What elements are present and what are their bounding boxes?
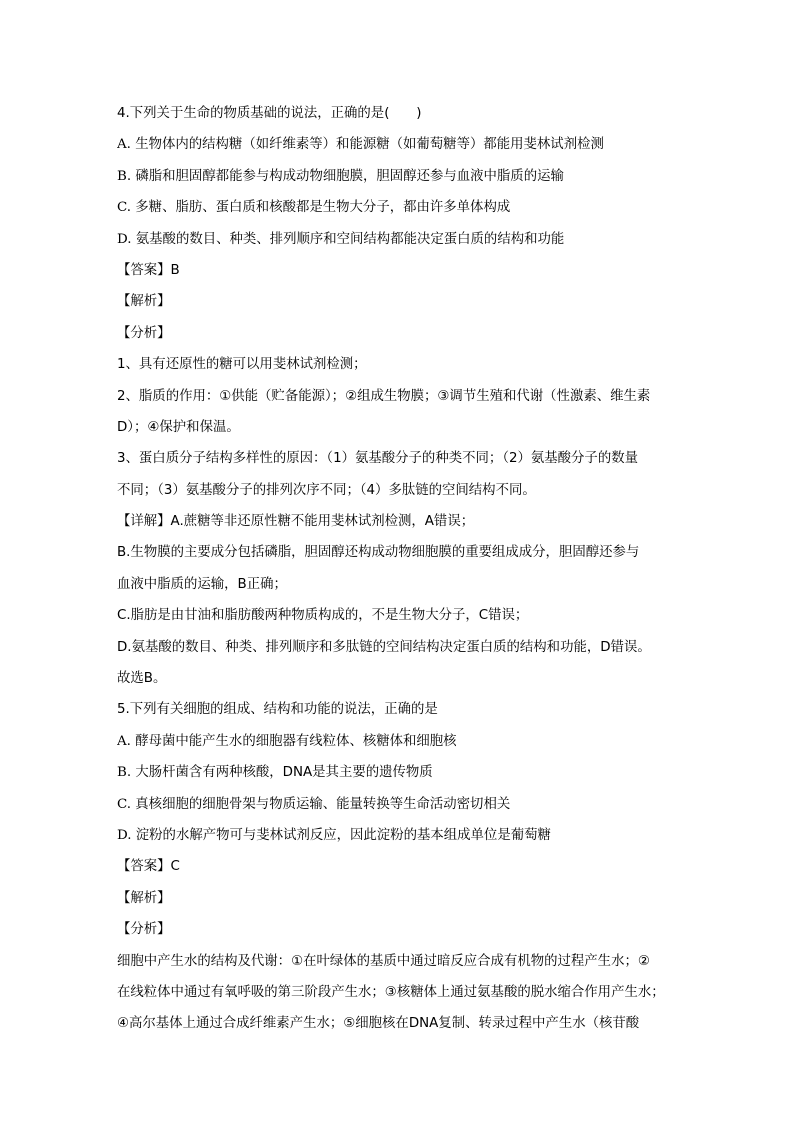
option-text: 生物体内的结构糖（如纤维素等）和能源糖（如葡萄糖等）都能用斐林试剂检测 <box>135 137 604 153</box>
q5-fenxi-heading: 【分析】 <box>117 922 171 938</box>
q4-analysis-line: 2、脂质的作用：①供能（贮备能源）；②组成生物膜；③调节生殖和代谢（性激素、维生素 <box>117 388 651 404</box>
option-key: A. <box>117 733 131 749</box>
q4-detail-line: 故选B。 <box>117 671 167 687</box>
q4-option-c <box>117 192 677 223</box>
option-key: C. <box>117 200 132 216</box>
q4-stem: 4.下列关于生命的物质基础的说法，正确的是( ) <box>117 106 422 121</box>
option-key: B. <box>117 765 132 781</box>
q5-analysis-line: ④高尔基体上通过合成纤维素产生水；⑤细胞核在DNA复制、转录过程中产生水（核苷酸 <box>117 1016 640 1032</box>
q5-jiexi-heading: 【解析】 <box>117 890 171 906</box>
option-key: C. <box>117 796 132 812</box>
q5-answer: 【答案】C <box>117 859 180 875</box>
q5-option-b <box>117 757 677 788</box>
q4-analysis-line: 3、蛋白质分子结构多样性的原因：（1）氨基酸分子的种类不同；（2）氨基酸分子的数量 <box>117 451 638 467</box>
q5-analysis-line: 细胞中产生水的结构及代谢：①在叶绿体的基质中通过暗反应合成有机物的过程产生水；② <box>117 953 650 969</box>
option-key: D. <box>117 827 132 843</box>
option-key: A. <box>117 137 131 153</box>
option-text: 大肠杆菌含有两种核酸，DNA是其主要的遗传物质 <box>135 765 433 781</box>
q5-option-a <box>117 726 677 757</box>
q4-detail-line: 【详解】A.蔗糖等非还原性糖不能用斐林试剂检测，A错误； <box>117 514 475 530</box>
q4-detail-line: 血液中脂质的运输，B正确； <box>117 576 287 592</box>
option-key: B. <box>117 168 132 184</box>
option-key: D. <box>117 231 132 247</box>
q4-analysis-line: D）；④保护和保温。 <box>117 419 240 435</box>
q5-stem: 5.下列有关细胞的组成、结构和功能的说法，正确的是 <box>117 702 438 718</box>
document-page <box>117 98 677 1040</box>
q4-option-d <box>117 224 677 255</box>
q4-jiexi-heading: 【解析】 <box>117 294 171 310</box>
option-text: 淀粉的水解产物可与斐林试剂反应，因此淀粉的基本组成单位是葡萄糖 <box>135 827 551 843</box>
option-text: 真核细胞的细胞骨架与物质运输、能量转换等生命活动密切相关 <box>135 796 511 812</box>
q4-option-a <box>117 129 677 160</box>
q4-detail-line: C.脂肪是由甘油和脂肪酸两种物质构成的，不是生物大分子，C错误； <box>117 608 529 624</box>
q4-analysis-line: 1、具有还原性的糖可以用斐林试剂检测； <box>117 357 367 373</box>
q4-fenxi-heading: 【分析】 <box>117 325 171 341</box>
option-text: 酵母菌中能产生水的细胞器有线粒体、核糖体和细胞核 <box>135 733 457 749</box>
option-text: 磷脂和胆固醇都能参与构成动物细胞膜，胆固醇还参与血液中脂质的运输 <box>135 168 564 184</box>
q4-option-b <box>117 161 677 192</box>
q4-answer: 【答案】B <box>117 262 180 278</box>
option-text: 多糖、脂肪、蛋白质和核酸都是生物大分子，都由许多单体构成 <box>135 200 511 216</box>
option-text: 氨基酸的数目、种类、排列顺序和空间结构都能决定蛋白质的结构和功能 <box>135 231 565 247</box>
q5-option-c <box>117 789 677 820</box>
q5-analysis-line: 在线粒体中通过有氧呼吸的第三阶段产生水；③核糖体上通过氨基酸的脱水缩合作用产生水； <box>117 984 665 1000</box>
q5-option-d <box>117 820 677 851</box>
q4-detail-line: D.氨基酸的数目、种类、排列顺序和多肽链的空间结构决定蛋白质的结构和功能，D错误。 <box>117 639 651 655</box>
q4-analysis-line: 不同；（3）氨基酸分子的排列次序不同；（4）多肽链的空间结构不同。 <box>117 482 536 498</box>
q4-detail-line: B.生物膜的主要成分包括磷脂，胆固醇还构成动物细胞膜的重要组成成分，胆固醇还参与 <box>117 545 640 561</box>
